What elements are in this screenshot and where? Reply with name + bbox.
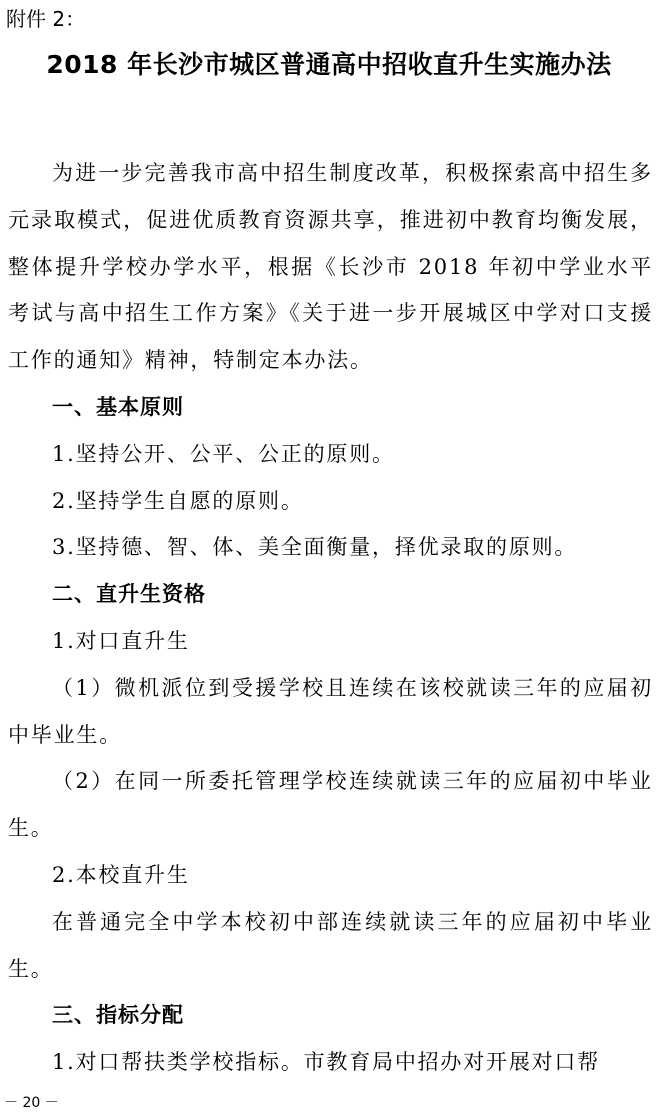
principle-item: 3.坚持德、智、体、美全面衡量，择优录取的原则。 — [52, 535, 578, 560]
subsection-title: 1.对口直升生 — [52, 628, 190, 653]
qualification-item: （1）微机派位到受援学校且连续在该校就读三年的应届初中毕业生。 — [8, 675, 653, 747]
section-heading-allocation: 三、指标分配 — [52, 1003, 184, 1028]
qualification-item: 在普通完全中学本校初中部连续就读三年的应届初中毕业生。 — [8, 909, 653, 981]
allocation-item: 1.对口帮扶类学校指标。市教育局中招办对开展对口帮 — [52, 1050, 601, 1075]
subsection-title: 2.本校直升生 — [52, 862, 190, 887]
principle-item: 1.坚持公开、公平、公正的原则。 — [52, 441, 395, 466]
document-body — [8, 150, 653, 1086]
qualification-item: （2）在同一所委托管理学校连续就读三年的应届初中毕业生。 — [8, 769, 653, 841]
section-heading-principles: 一、基本原则 — [52, 394, 184, 419]
intro-paragraph: 为进一步完善我市高中招生制度改革，积极探索高中招生多元录取模式，促进优质教育资源共享，推进初中教育均衡发展，整体提升学校办学水平，根据《长沙市 2018 年初中学业水平考试与高中招生工作方案》《关于进一步开展城区中学对口支援工作的通知》精神，特制定本办法。 — [8, 161, 653, 373]
section-heading-qualification: 二、直升生资格 — [52, 582, 206, 607]
principle-item: 2.坚持学生自愿的原则。 — [52, 488, 304, 513]
page-number: － 20 － — [4, 1095, 59, 1111]
document-title: 2018 年长沙市城区普通高中招收直升生实施办法 — [46, 50, 612, 79]
attachment-label: 附件 2： — [6, 7, 86, 31]
